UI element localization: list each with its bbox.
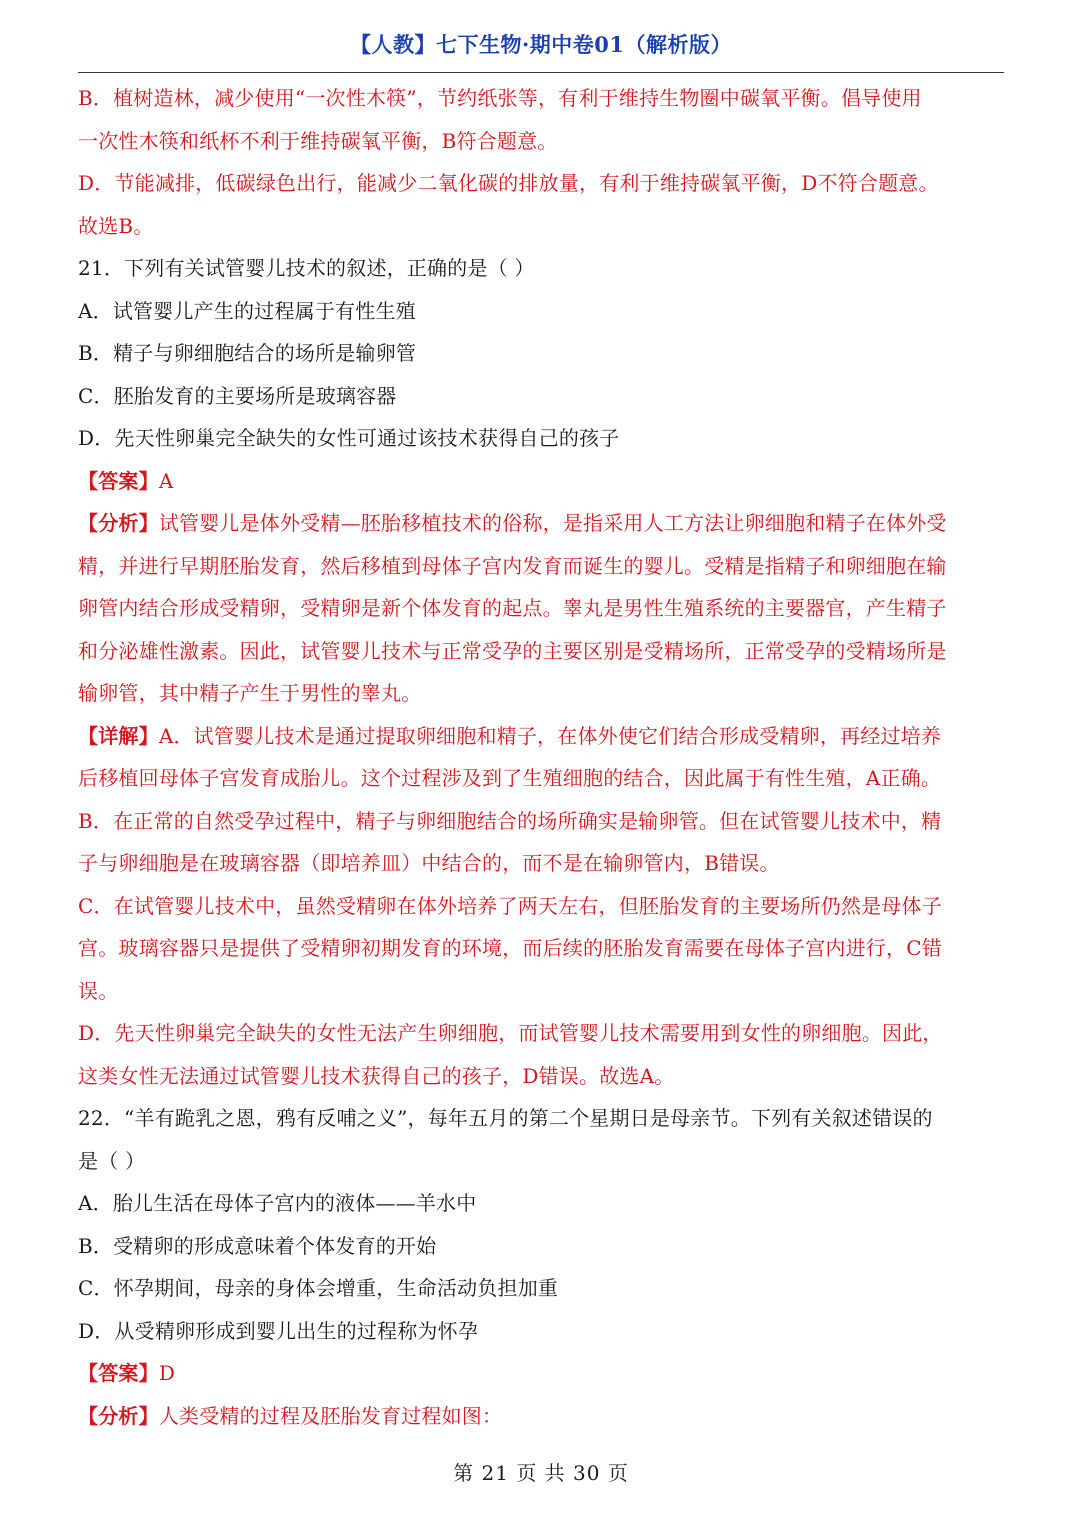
text-line: [78, 1267, 1004, 1310]
text-line: [78, 77, 1004, 120]
line-text: 和分泌雄性激素。因此，试管婴儿技术与正常受孕的主要区别是受精场所，正常受孕的受精场所是: [78, 638, 947, 663]
line-text: D．先天性卵巢完全缺失的女性可通过该技术获得自己的孩子: [78, 426, 620, 450]
line-text: 卵管内结合形成受精卵，受精卵是新个体发育的起点。睾丸是男性生殖系统的主要器官，产生精子: [78, 596, 947, 620]
text-line: [78, 290, 1004, 333]
text-line: [78, 332, 1004, 375]
line-text: A．胎儿生活在母体子宫内的液体——羊水中: [78, 1191, 477, 1215]
line-text: B．精子与卵细胞结合的场所是输卵管: [78, 341, 417, 365]
line-text: C．胚胎发育的主要场所是玻璃容器: [78, 383, 397, 408]
line-text: 人类受精的过程及胚胎发育过程如图：: [158, 1403, 503, 1428]
text-line: [78, 120, 1004, 163]
text-line: [78, 1395, 1004, 1438]
header-divider: [78, 72, 1004, 73]
line-text: A．试管婴儿技术是通过提取卵细胞和精子，在体外使它们结合形成受精卵，再经过培养: [158, 723, 942, 748]
text-line: [78, 970, 1004, 1013]
section-tag: 【答案】: [78, 468, 159, 493]
section-tag: 【详解】: [78, 723, 159, 748]
section-tag: 【答案】: [78, 1361, 159, 1385]
line-text: B．植树造林，减少使用“一次性木筷”，节约纸张等，有利于维持生物圈中碳氧平衡。倡导使用: [78, 86, 922, 110]
text-line: [78, 672, 1004, 715]
line-text: 误。: [78, 978, 119, 1003]
text-line: [78, 1055, 1004, 1098]
line-text: 22．“羊有跪乳之恩，鸦有反哺之义”，每年五月的第二个星期日是母亲节。下列有关叙述错误的: [78, 1106, 933, 1130]
line-text: D．节能减排，低碳绿色出行，能减少二氧化碳的排放量，有利于维持碳氧平衡，D不符合题意。: [78, 171, 939, 195]
line-text: B．受精卵的形成意味着个体发育的开始: [78, 1233, 437, 1258]
text-line: [78, 247, 1004, 290]
text-line: [78, 502, 1004, 545]
line-text: C．在试管婴儿技术中，虽然受精卵在体外培养了两天左右，但胚胎发育的主要场所仍然是母体子: [78, 893, 942, 918]
text-line: [78, 545, 1004, 588]
document-body: [78, 77, 1004, 1437]
text-line: [78, 1012, 1004, 1055]
text-line: [78, 630, 1004, 673]
line-text: 21．下列有关试管婴儿技术的叙述，正确的是（ ）: [78, 256, 535, 280]
line-text: 后移植回母体子宫发育成胎儿。这个过程涉及到了生殖细胞的结合，因此属于有性生殖，A正确。: [78, 766, 942, 790]
line-text: 精，并进行早期胚胎发育，然后移植到母体子宫内发育而诞生的婴儿。受精是指精子和卵细胞在输: [78, 553, 947, 578]
text-line: [78, 800, 1004, 843]
text-line: [78, 587, 1004, 630]
text-line: [78, 1352, 1004, 1395]
text-line: [78, 460, 1004, 503]
line-text: 宫。玻璃容器只是提供了受精卵初期发育的环境，而后续的胚胎发育需要在母体子宫内进行，C错: [78, 936, 942, 960]
line-text: D．从受精卵形成到婴儿出生的过程称为怀孕: [78, 1318, 479, 1343]
text-line: [78, 375, 1004, 418]
line-text: 是（ ）: [78, 1148, 146, 1173]
page-header-title: 【人教】七下生物·期中卷01（解析版）: [349, 32, 733, 57]
line-text: D: [158, 1361, 176, 1385]
text-line: [78, 1225, 1004, 1268]
line-text: 输卵管，其中精子产生于男性的睾丸。: [78, 681, 422, 705]
text-line: [78, 417, 1004, 460]
line-text: 试管婴儿是体外受精—胚胎移植技术的俗称，是指采用人工方法让卵细胞和精子在体外受: [158, 511, 947, 535]
text-line: [78, 927, 1004, 970]
text-line: [78, 205, 1004, 248]
line-text: A．试管婴儿产生的过程属于有性生殖: [78, 298, 416, 323]
line-text: 故选B。: [78, 213, 154, 238]
line-text: B．在正常的自然受孕过程中，精子与卵细胞结合的场所确实是输卵管。但在试管婴儿技术中，精: [78, 808, 942, 833]
text-line: [78, 715, 1004, 758]
text-line: [78, 1097, 1004, 1140]
line-text: A: [158, 468, 174, 493]
section-tag: 【分析】: [78, 511, 159, 535]
line-text: 子与卵细胞是在玻璃容器（即培养皿）中结合的，而不是在输卵管内，B错误。: [78, 851, 780, 875]
section-tag: 【分析】: [78, 1403, 159, 1428]
line-text: 这类女性无法通过试管婴儿技术获得自己的孩子，D错误。故选A。: [78, 1063, 675, 1088]
text-line: [78, 162, 1004, 205]
text-line: [78, 842, 1004, 885]
line-text: 一次性木筷和纸杯不利于维持碳氧平衡，B符合题意。: [78, 128, 558, 153]
text-line: [78, 1182, 1004, 1225]
page-number: 第 21 页 共 30 页: [453, 1461, 629, 1485]
text-line: [78, 885, 1004, 928]
text-line: [78, 1310, 1004, 1353]
line-text: D．先天性卵巢完全缺失的女性无法产生卵细胞，而试管婴儿技术需要用到女性的卵细胞。因此，: [78, 1021, 943, 1045]
text-line: [78, 1140, 1004, 1183]
line-text: C．怀孕期间，母亲的身体会增重，生命活动负担加重: [78, 1276, 559, 1300]
text-line: [78, 757, 1004, 800]
